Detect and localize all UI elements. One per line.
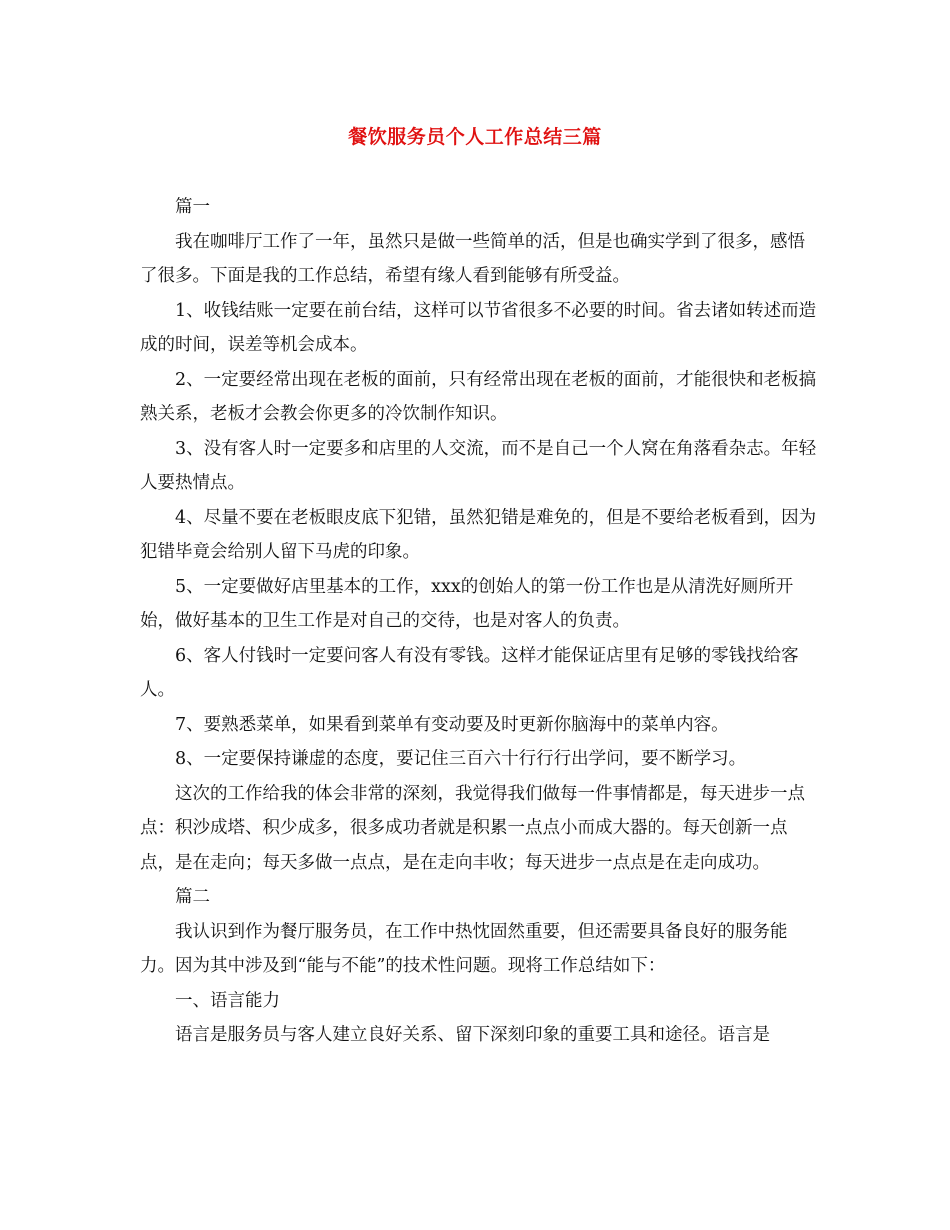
list-item-4: 4、尽量不要在老板眼皮底下犯错，虽然犯错是难免的，但是不要给老板看到，因为犯错毕竟会给别人留下马虎的印象。 — [140, 507, 817, 562]
list-item-1: 1、收钱结账一定要在前台结，这样可以节省很多不必要的时间。省去诸如转述而造成的时间，误差等机会成本。 — [140, 300, 817, 355]
list-item-3: 3、没有客人时一定要多和店里的人交流，而不是自己一个人窝在角落看杂志。年轻人要热情点。 — [140, 438, 817, 493]
paragraph-language: 语言是服务员与客人建立良好关系、留下深刻印象的重要工具和途径。语言是 — [175, 1025, 770, 1045]
document-body — [140, 190, 820, 1053]
list-item-2: 2、一定要经常出现在老板的面前，只有经常出现在老板的面前，才能很快和老板搞熟关系，老板才会教会你更多的冷饮制作知识。 — [140, 369, 817, 424]
paragraph-conclusion: 这次的工作给我的体会非常的深刻，我觉得我们做每一件事情都是，每天进步一点点：积沙成塔、积少成多，很多成功者就是积累一点点小而成大器的。每天创新一点点，是在走向；每天多做一点点，是在走向丰收；每天进步一点点是在走向成功。 — [140, 783, 805, 873]
subheading-language: 一、语言能力 — [175, 990, 280, 1011]
paragraph-intro: 我在咖啡厅工作了一年，虽然只是做一些简单的活，但是也确实学到了很多，感悟了很多。下面是我的工作总结，希望有缘人看到能够有所受益。 — [140, 231, 805, 286]
section-heading-1: 篇一 — [175, 197, 210, 217]
list-item-5: 5、一定要做好店里基本的工作，xxx的创始人的第一份工作也是从清洗好厕所开始，做好基本的卫生工作是对自己的交待，也是对客人的负责。 — [140, 576, 794, 631]
paragraph-section2-intro: 我认识到作为餐厅服务员，在工作中热忱固然重要，但还需要具备良好的服务能力。因为其中涉及到“能与不能”的技术性问题。现将工作总结如下： — [140, 921, 788, 976]
list-item-6: 6、客人付钱时一定要问客人有没有零钱。这样才能保证店里有足够的零钱找给客人。 — [140, 645, 799, 700]
section-heading-2: 篇二 — [175, 887, 210, 907]
list-item-7: 7、要熟悉菜单，如果看到菜单有变动要及时更新你脑海中的菜单内容。 — [175, 714, 729, 735]
document-title: 餐饮服务员个人工作总结三篇 — [348, 126, 602, 148]
list-item-8: 8、一定要保持谦虚的态度，要记住三百六十行行行出学问，要不断学习。 — [175, 749, 747, 769]
